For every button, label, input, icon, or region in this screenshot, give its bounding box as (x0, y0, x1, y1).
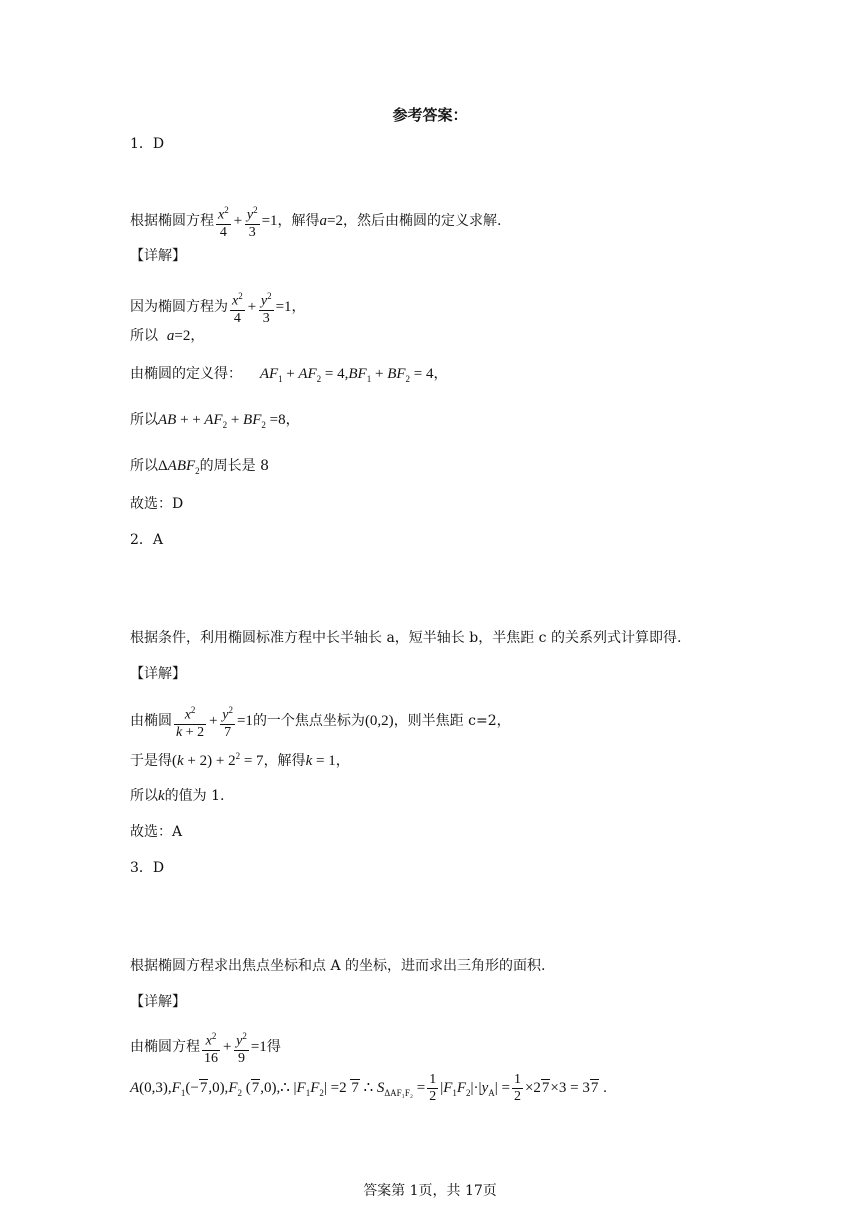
q1-hint: 根据椭圆方程 $\frac{x^2}{4}$ + $\frac{y^2}{3}$ =1，解得a=2，然后由椭圆的定义求解. (130, 202, 501, 241)
page-footer: 答案第 1页，共 17页 (363, 1183, 497, 1199)
q1-line4: 所以AB + + $AF_2 + BF_2 =8$， (130, 412, 300, 430)
q1-line5: 所以$\Delta ABF_2$的周长是 8 (130, 458, 270, 476)
q3-detail-label: 【详解】 (130, 994, 186, 1010)
q2-line1: 由椭圆 $\frac{x^2}{k + 2}$ + $\frac{y^2}{7}$ =1的一个焦点坐标为(0,2)，则半焦距 c=2， (130, 702, 511, 741)
page-title: 参考答案： (392, 106, 468, 124)
q2-detail-label: 【详解】 (130, 666, 186, 682)
q3-answer: 3．D (130, 860, 165, 876)
q1-line2: 所以 a=2， (130, 328, 205, 344)
q1-detail-label: 【详解】 (130, 248, 186, 264)
q1-choice: 故选：D (130, 496, 184, 512)
q1-answer: 1．D (130, 136, 165, 152)
q2-answer: 2．A (130, 532, 164, 548)
q1-line1: 因为椭圆方程为 $\frac{x^2}{4}$ + $\frac{y^2}{3}$ =1， (130, 288, 306, 327)
q3-line1: 由椭圆方程 $\frac{x^2}{16}$ + $\frac{y^2}{9}$ =1得 (130, 1028, 281, 1067)
q2-hint: 根据条件，利用椭圆标准方程中长半轴长 a，短半轴长 b，半焦距 c 的关系列式计算即得. (130, 630, 682, 646)
q2-choice: 故选：A (130, 824, 183, 840)
q2-line3: 所以k的值为 1. (130, 788, 225, 804)
q2-line2: 于是得$(k + 2) + 2^2 = 7$，解得k = 1， (130, 751, 350, 769)
q1-line3: 由椭圆的定义得： $AF_1 + AF_2 = 4,BF_1 + BF_2 = 4$， (130, 366, 448, 384)
q3-line2: $A(0,3),F_1(-7,0),F_2$ (7,0),∴ $|F_1F_2| =2$ 7 ∴ $S_{\Delta AF_1F_2}$ = $\frac{1}{2}$ $|F_1F_2|\cdot|y_A|$ = $\frac{1}{2}$ ×27×3 = 37 . (130, 1072, 607, 1104)
q3-hint: 根据椭圆方程求出焦点坐标和点 A 的坐标，进而求出三角形的面积. (130, 958, 546, 974)
